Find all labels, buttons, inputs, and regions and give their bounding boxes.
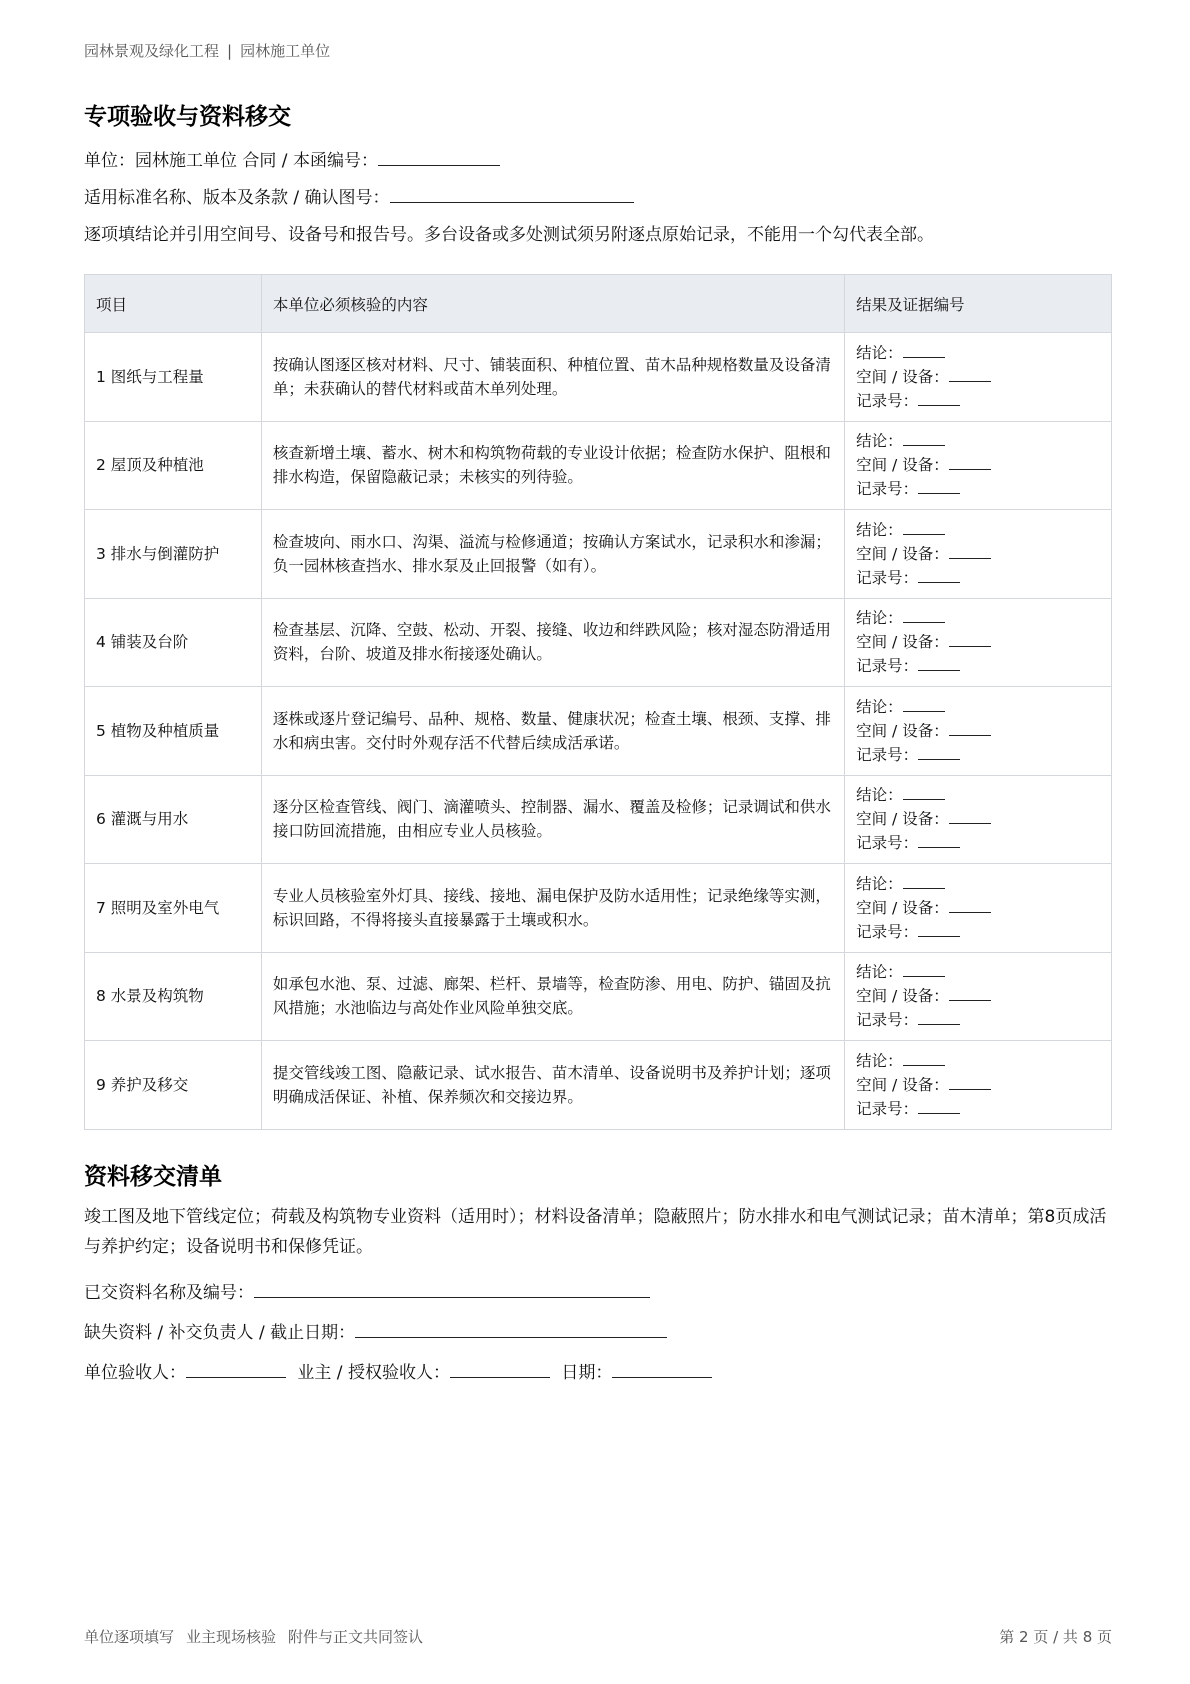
row-result	[845, 687, 1112, 776]
space-field[interactable]	[949, 986, 991, 1001]
footer-note: 业主现场核验	[186, 1628, 277, 1646]
unit-contract-label: 单位：园林施工单位 合同 / 本函编号：	[84, 151, 378, 171]
conclusion-line	[856, 872, 1100, 896]
header-unit: 园林施工单位	[240, 42, 331, 60]
record-field[interactable]	[918, 568, 960, 583]
record-label: 记录号：	[856, 745, 919, 764]
record-label: 记录号：	[856, 1099, 919, 1118]
space-label: 空间 / 设备：	[856, 1075, 949, 1094]
conclusion-field[interactable]	[903, 962, 945, 977]
header-result: 结果及证据编号	[845, 275, 1112, 333]
space-line	[856, 453, 1100, 477]
sign-owner-label: 业主 / 授权验收人：	[297, 1363, 450, 1383]
space-field[interactable]	[949, 632, 991, 647]
space-label: 空间 / 设备：	[856, 810, 949, 829]
space-field[interactable]	[949, 721, 991, 736]
record-line	[856, 920, 1100, 944]
row-content: 逐株或逐片登记编号、品种、规格、数量、健康状况；检查土壤、根颈、支撑、排水和病虫害。交付时外观存活不代替后续成活承诺。	[261, 687, 844, 776]
record-label: 记录号：	[856, 922, 919, 941]
record-line	[856, 1097, 1100, 1121]
row-result	[845, 333, 1112, 422]
conclusion-line	[856, 783, 1100, 807]
conclusion-field[interactable]	[903, 785, 945, 800]
conclusion-label: 结论：	[856, 963, 903, 982]
row-result	[845, 864, 1112, 953]
sign-unit-label: 单位验收人：	[84, 1363, 186, 1383]
conclusion-field[interactable]	[903, 874, 945, 889]
header-content: 本单位必须核验的内容	[261, 275, 844, 333]
conclusion-field[interactable]	[903, 697, 945, 712]
sign-date-field[interactable]	[612, 1360, 712, 1378]
space-field[interactable]	[949, 1075, 991, 1090]
footer-notes	[84, 1626, 435, 1647]
conclusion-label: 结论：	[856, 786, 903, 805]
section-title-acceptance: 专项验收与资料移交	[84, 104, 291, 130]
section-title-handover: 资料移交清单	[84, 1164, 222, 1190]
row-result	[845, 598, 1112, 687]
page-header	[84, 40, 330, 61]
conclusion-field[interactable]	[903, 608, 945, 623]
record-field[interactable]	[918, 1099, 960, 1114]
row-content: 按确认图逐区核对材料、尺寸、铺装面积、种植位置、苗木品种规格数量及设备清单；未获确认的替代材料或苗木单列处理。	[261, 333, 844, 422]
conclusion-field[interactable]	[903, 520, 945, 535]
conclusion-line	[856, 341, 1100, 365]
conclusion-line	[856, 1049, 1100, 1073]
table-row	[85, 687, 1112, 776]
table-row	[85, 510, 1112, 599]
conclusion-line	[856, 695, 1100, 719]
record-line	[856, 743, 1100, 767]
record-field[interactable]	[918, 1010, 960, 1025]
space-line	[856, 365, 1100, 389]
table-row	[85, 775, 1112, 864]
space-label: 空间 / 设备：	[856, 633, 949, 652]
row-item: 4 铺装及台阶	[85, 598, 262, 687]
row-content: 检查坡向、雨水口、沟渠、溢流与检修通道；按确认方案试水，记录积水和渗漏；负一园林核查挡水、排水泵及止回报警（如有）。	[261, 510, 844, 599]
record-line	[856, 389, 1100, 413]
sign-date-label: 日期：	[561, 1363, 613, 1383]
header-item: 项目	[85, 275, 262, 333]
row-content: 专业人员核验室外灯具、接线、接地、漏电保护及防水适用性；记录绝缘等实测，标识回路，不得将接头直接暴露于土壤或积水。	[261, 864, 844, 953]
record-label: 记录号：	[856, 568, 919, 587]
missing-label: 缺失资料 / 补交负责人 / 截止日期：	[84, 1323, 356, 1343]
record-label: 记录号：	[856, 657, 919, 676]
record-line	[856, 831, 1100, 855]
record-label: 记录号：	[856, 391, 919, 410]
table-row	[85, 598, 1112, 687]
table-row	[85, 864, 1112, 953]
sign-unit-field[interactable]	[186, 1360, 286, 1378]
space-label: 空间 / 设备：	[856, 721, 949, 740]
row-item: 7 照明及室外电气	[85, 864, 262, 953]
row-item: 3 排水与倒灌防护	[85, 510, 262, 599]
space-line	[856, 896, 1100, 920]
signature-line	[84, 1358, 712, 1383]
row-result	[845, 952, 1112, 1041]
record-field[interactable]	[918, 479, 960, 494]
record-field[interactable]	[918, 833, 960, 848]
missing-field[interactable]	[355, 1320, 667, 1338]
row-content: 如承包水池、泵、过滤、廊架、栏杆、景墙等，检查防渗、用电、防护、锚固及抗风措施；水池临边与高处作业风险单独交底。	[261, 952, 844, 1041]
submitted-label: 已交资料名称及编号：	[84, 1283, 254, 1303]
acceptance-table	[84, 274, 1112, 1130]
record-line	[856, 477, 1100, 501]
conclusion-line	[856, 960, 1100, 984]
submitted-field[interactable]	[254, 1280, 650, 1298]
record-line	[856, 566, 1100, 590]
row-item: 9 养护及移交	[85, 1041, 262, 1130]
table-row	[85, 952, 1112, 1041]
contract-number-field[interactable]	[378, 148, 500, 166]
table-header-row	[85, 275, 1112, 333]
conclusion-label: 结论：	[856, 1051, 903, 1070]
space-label: 空间 / 设备：	[856, 544, 949, 563]
row-content: 提交管线竣工图、隐蔽记录、试水报告、苗木清单、设备说明书及养护计划；逐项明确成活保证、补植、保养频次和交接边界。	[261, 1041, 844, 1130]
row-result	[845, 775, 1112, 864]
record-field[interactable]	[918, 656, 960, 671]
space-field[interactable]	[949, 898, 991, 913]
record-label: 记录号：	[856, 834, 919, 853]
row-content: 逐分区检查管线、阀门、滴灌喷头、控制器、漏水、覆盖及检修；记录调试和供水接口防回流措施，由相应专业人员核验。	[261, 775, 844, 864]
space-field[interactable]	[949, 544, 991, 559]
space-field[interactable]	[949, 367, 991, 382]
conclusion-line	[856, 518, 1100, 542]
record-field[interactable]	[918, 922, 960, 937]
submitted-line	[84, 1278, 650, 1303]
space-field[interactable]	[949, 809, 991, 824]
space-label: 空间 / 设备：	[856, 456, 949, 475]
conclusion-label: 结论：	[856, 343, 903, 362]
space-label: 空间 / 设备：	[856, 987, 949, 1006]
space-field[interactable]	[949, 455, 991, 470]
space-line	[856, 630, 1100, 654]
conclusion-label: 结论：	[856, 520, 903, 539]
space-line	[856, 542, 1100, 566]
row-item: 1 图纸与工程量	[85, 333, 262, 422]
conclusion-line	[856, 606, 1100, 630]
row-item: 5 植物及种植质量	[85, 687, 262, 776]
record-line	[856, 1008, 1100, 1032]
space-line	[856, 807, 1100, 831]
conclusion-line	[856, 429, 1100, 453]
space-line	[856, 719, 1100, 743]
row-result	[845, 1041, 1112, 1130]
conclusion-label: 结论：	[856, 432, 903, 451]
record-line	[856, 654, 1100, 678]
conclusion-label: 结论：	[856, 874, 903, 893]
space-line	[856, 1073, 1100, 1097]
page-number: 第 2 页 / 共 8 页	[999, 1628, 1112, 1646]
conclusion-field[interactable]	[903, 431, 945, 446]
unit-contract-line	[84, 146, 500, 171]
row-content: 检查基层、沉降、空鼓、松动、开裂、接缝、收边和绊跌风险；核对湿态防滑适用资料，台阶、坡道及排水衔接逐处确认。	[261, 598, 844, 687]
instruction-text: 逐项填结论并引用空间号、设备号和报告号。多台设备或多处测试须另附逐点原始记录，不能用一个勾代表全部。	[84, 225, 934, 245]
header-project: 园林景观及绿化工程	[84, 42, 220, 60]
space-label: 空间 / 设备：	[856, 898, 949, 917]
footer-note: 附件与正文共同签认	[288, 1628, 424, 1646]
missing-line	[84, 1318, 667, 1343]
conclusion-field[interactable]	[903, 343, 945, 358]
conclusion-label: 结论：	[856, 697, 903, 716]
conclusion-label: 结论：	[856, 609, 903, 628]
sign-owner-field[interactable]	[450, 1360, 550, 1378]
handover-paragraph: 竣工图及地下管线定位；荷载及构筑物专业资料（适用时）；材料设备清单；隐蔽照片；防水排水和电气测试记录；苗木清单；第8页成活与养护约定；设备说明书和保修凭证。	[84, 1207, 1107, 1257]
standard-line	[84, 183, 634, 208]
standard-field[interactable]	[390, 185, 634, 203]
row-content: 核查新增土壤、蓄水、树木和构筑物荷载的专业设计依据；检查防水保护、阻根和排水构造，保留隐蔽记录；未核实的列待验。	[261, 421, 844, 510]
record-field[interactable]	[918, 391, 960, 406]
table-row	[85, 421, 1112, 510]
space-line	[856, 984, 1100, 1008]
row-result	[845, 510, 1112, 599]
standard-label: 适用标准名称、版本及条款 / 确认图号：	[84, 188, 390, 208]
row-result	[845, 421, 1112, 510]
record-label: 记录号：	[856, 1011, 919, 1030]
row-item: 6 灌溉与用水	[85, 775, 262, 864]
row-item: 8 水景及构筑物	[85, 952, 262, 1041]
footer-note: 单位逐项填写	[84, 1628, 175, 1646]
record-field[interactable]	[918, 745, 960, 760]
space-label: 空间 / 设备：	[856, 367, 949, 386]
row-item: 2 屋顶及种植池	[85, 421, 262, 510]
header-separator: |	[227, 42, 233, 60]
conclusion-field[interactable]	[903, 1051, 945, 1066]
record-label: 记录号：	[856, 480, 919, 499]
table-row	[85, 1041, 1112, 1130]
table-row	[85, 333, 1112, 422]
